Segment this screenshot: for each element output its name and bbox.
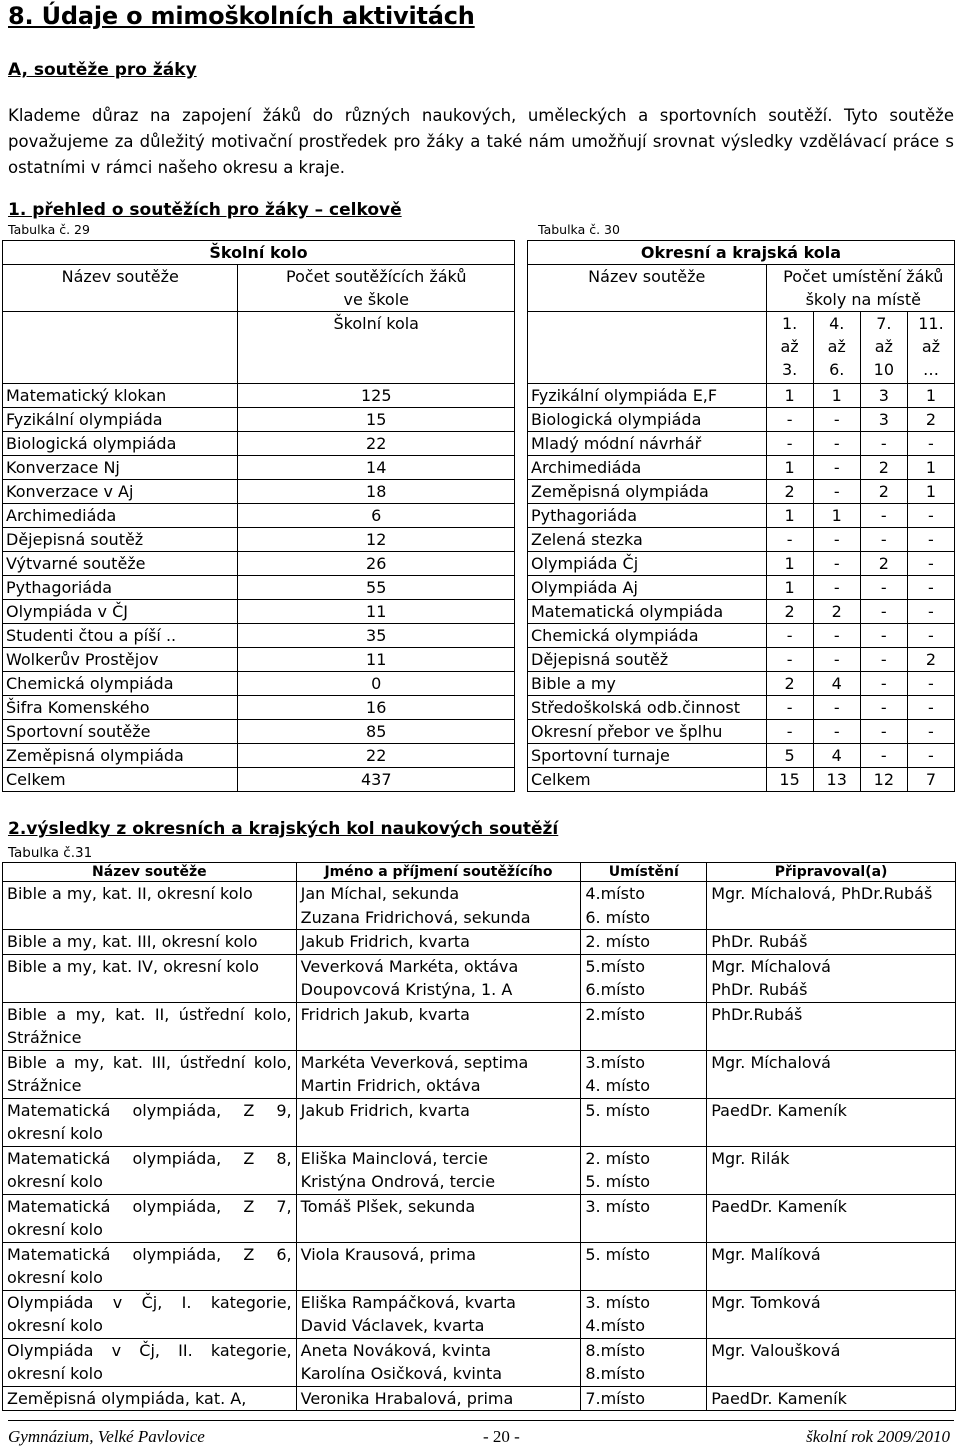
- placement-count: -: [813, 696, 860, 720]
- participant-count: 26: [238, 552, 515, 576]
- placement-count: 1: [766, 384, 813, 408]
- participant-count: 11: [238, 648, 515, 672]
- table-30-empty-cell: [528, 312, 767, 384]
- competition-name: Fyzikální olympiáda E,F: [528, 384, 767, 408]
- table-row: [3, 408, 515, 432]
- placement-count: -: [860, 696, 907, 720]
- student-names: Aneta Nováková, kvinta Karolína Osičková, kvinta: [296, 1338, 581, 1386]
- overview-heading: 1. přehled o soutěžích pro žáky – celkově: [8, 200, 402, 220]
- competition-name: Sportovní soutěže: [3, 720, 238, 744]
- school-round-table: [2, 240, 515, 792]
- placement-count: 13: [813, 768, 860, 792]
- competition-name: Matematická olympiáda: [528, 600, 767, 624]
- teacher: PaedDr. Kameník: [707, 1098, 956, 1146]
- competition-name: Matematická olympiáda, Z 8, okresní kolo: [3, 1146, 297, 1194]
- placement-count: -: [907, 600, 954, 624]
- table-31-header-row: [3, 863, 956, 882]
- teacher: PaedDr. Kameník: [707, 1194, 956, 1242]
- placement-count: -: [907, 528, 954, 552]
- table-row: [3, 384, 515, 408]
- placement-count: 2: [907, 408, 954, 432]
- placement-count: -: [907, 744, 954, 768]
- table-row: [3, 480, 515, 504]
- rank-range-header: 11. až …: [907, 312, 954, 384]
- table-30-col-name: Název soutěže: [528, 265, 767, 312]
- competition-name: Bible a my, kat. II, ústřední kolo, Strážnice: [3, 1002, 297, 1050]
- table-row: [3, 528, 515, 552]
- table-row: [528, 432, 955, 456]
- competition-name: Olympiáda v Čj, I. kategorie, okresní kolo: [3, 1290, 297, 1338]
- section-a-heading: A, soutěže pro žáky: [8, 60, 197, 80]
- competition-name: Pythagoriáda: [528, 504, 767, 528]
- table-row: [528, 720, 955, 744]
- table-29-col-name: Název soutěže: [3, 265, 238, 312]
- competition-name: Matematická olympiáda, Z 7, okresní kolo: [3, 1194, 297, 1242]
- placement-count: -: [907, 576, 954, 600]
- table-row: [3, 744, 515, 768]
- competition-name: Olympiáda Aj: [528, 576, 767, 600]
- student-names: Jakub Fridrich, kvarta: [296, 1098, 581, 1146]
- placement-count: -: [813, 624, 860, 648]
- placement-count: -: [813, 648, 860, 672]
- placement-count: 1: [766, 504, 813, 528]
- competition-name: Výtvarné soutěže: [3, 552, 238, 576]
- placement-count: 1: [766, 552, 813, 576]
- teacher: Mgr. Míchalová: [707, 1050, 956, 1098]
- placement: 5.místo 6.místo: [581, 954, 707, 1002]
- placement-count: -: [813, 432, 860, 456]
- student-names: Veverková Markéta, oktáva Doupovcová Kristýna, 1. A: [296, 954, 581, 1002]
- student-names: Eliška Rampáčková, kvarta David Václavek, kvarta: [296, 1290, 581, 1338]
- participant-count: 437: [238, 768, 515, 792]
- competition-name: Okresní přebor ve šplhu: [528, 720, 767, 744]
- table-row: [528, 408, 955, 432]
- placement-count: -: [860, 432, 907, 456]
- placement-count: -: [860, 576, 907, 600]
- student-names: Viola Krausová, prima: [296, 1242, 581, 1290]
- placement: 8.místo 8.místo: [581, 1338, 707, 1386]
- column-header: Umístění: [581, 863, 707, 882]
- column-header: Název soutěže: [3, 863, 297, 882]
- placement-count: -: [813, 480, 860, 504]
- student-names: Jan Míchal, sekunda Zuzana Fridrichová, sekunda: [296, 882, 581, 930]
- competition-name: Bible a my: [528, 672, 767, 696]
- placement-count: -: [907, 696, 954, 720]
- column-header: Připravoval(a): [707, 863, 956, 882]
- placement-count: -: [813, 576, 860, 600]
- rank-range-header: 4. až 6.: [813, 312, 860, 384]
- rank-range-header: 7. až 10: [860, 312, 907, 384]
- participant-count: 12: [238, 528, 515, 552]
- placement-count: -: [813, 552, 860, 576]
- competition-name: Olympiáda v Čj, II. kategorie, okresní kolo: [3, 1338, 297, 1386]
- participant-count: 14: [238, 456, 515, 480]
- placement-count: 4: [813, 744, 860, 768]
- student-names: Veronika Hrabalová, prima: [296, 1386, 581, 1411]
- competition-name: Olympiáda Čj: [528, 552, 767, 576]
- participant-count: 35: [238, 624, 515, 648]
- placement-count: -: [766, 624, 813, 648]
- participant-count: 16: [238, 696, 515, 720]
- placement-count: 1: [813, 384, 860, 408]
- table-row: [3, 456, 515, 480]
- page-heading: 8. Údaje o mimoškolních aktivitách: [8, 2, 475, 30]
- placement-count: -: [860, 744, 907, 768]
- competition-name: Archimediáda: [528, 456, 767, 480]
- competition-name: Bible a my, kat. IV, okresní kolo: [3, 954, 297, 1002]
- competition-name: Zeměpisná olympiáda: [528, 480, 767, 504]
- participant-count: 85: [238, 720, 515, 744]
- competition-name: Pythagoriáda: [3, 576, 238, 600]
- competition-name: Dějepisná soutěž: [3, 528, 238, 552]
- placement-count: -: [907, 624, 954, 648]
- district-round-table: [527, 240, 955, 792]
- teacher: Mgr. Tomková: [707, 1290, 956, 1338]
- table-row: [3, 552, 515, 576]
- placement-count: -: [860, 648, 907, 672]
- table-31-caption: Tabulka č.31: [8, 845, 93, 861]
- table-row: [3, 954, 956, 1002]
- table-row: [3, 882, 956, 930]
- table-row: [3, 576, 515, 600]
- table-row: [3, 648, 515, 672]
- teacher: PhDr. Rubáš: [707, 930, 956, 955]
- competition-name: Bible a my, kat. III, okresní kolo: [3, 930, 297, 955]
- competition-name: Studenti čtou a píší ..: [3, 624, 238, 648]
- competition-name: Matematická olympiáda, Z 9, okresní kolo: [3, 1098, 297, 1146]
- placement-count: 2: [907, 648, 954, 672]
- table-row: [528, 456, 955, 480]
- competition-name: Matematický klokan: [3, 384, 238, 408]
- placement-count: -: [766, 408, 813, 432]
- placement-count: 2: [813, 600, 860, 624]
- table-row: [3, 1050, 956, 1098]
- placement-count: 3: [860, 384, 907, 408]
- table-row: [3, 600, 515, 624]
- table-row: [528, 624, 955, 648]
- placement-count: -: [907, 720, 954, 744]
- competition-name: Matematická olympiáda, Z 6, okresní kolo: [3, 1242, 297, 1290]
- competition-name: Zeměpisná olympiáda, kat. A,: [3, 1386, 297, 1411]
- student-names: Markéta Veverková, septima Martin Fridrich, oktáva: [296, 1050, 581, 1098]
- placement-count: 1: [907, 456, 954, 480]
- teacher: Mgr. Malíková: [707, 1242, 956, 1290]
- participant-count: 15: [238, 408, 515, 432]
- placement-count: -: [860, 600, 907, 624]
- teacher: Mgr. Míchalová, PhDr.Rubáš: [707, 882, 956, 930]
- competition-name: Šifra Komenského: [3, 696, 238, 720]
- table-30-col-placements: Počet umístění žáků školy na místě: [766, 265, 954, 312]
- table-row: [3, 1194, 956, 1242]
- table-29-empty-cell: [3, 312, 238, 384]
- competition-name: Mladý módní návrhář: [528, 432, 767, 456]
- table-row: [528, 576, 955, 600]
- participant-count: 18: [238, 480, 515, 504]
- placement-count: 2: [860, 552, 907, 576]
- placement-count: -: [860, 720, 907, 744]
- competition-name: Bible a my, kat. II, okresní kolo: [3, 882, 297, 930]
- placement-count: -: [766, 648, 813, 672]
- placement: 7.místo: [581, 1386, 707, 1411]
- placement-count: -: [813, 720, 860, 744]
- table-row: [3, 672, 515, 696]
- competition-name: Celkem: [528, 768, 767, 792]
- placement-count: -: [860, 528, 907, 552]
- table-row: [3, 1290, 956, 1338]
- table-row: [528, 768, 955, 792]
- competition-name: Dějepisná soutěž: [528, 648, 767, 672]
- teacher: Mgr. Valoušková: [707, 1338, 956, 1386]
- placement-count: -: [860, 624, 907, 648]
- participant-count: 0: [238, 672, 515, 696]
- competition-name: Chemická olympiáda: [528, 624, 767, 648]
- table-row: [3, 1386, 956, 1411]
- placement-count: 15: [766, 768, 813, 792]
- competition-name: Zelená stezka: [528, 528, 767, 552]
- competition-name: Olympiáda v ČJ: [3, 600, 238, 624]
- participant-count: 22: [238, 432, 515, 456]
- participant-count: 55: [238, 576, 515, 600]
- placement-count: 2: [860, 480, 907, 504]
- table-row: [3, 624, 515, 648]
- table-row: [3, 930, 956, 955]
- column-header: Jméno a příjmení soutěžícího: [296, 863, 581, 882]
- competition-name: Biologická olympiáda: [528, 408, 767, 432]
- placement-count: -: [860, 672, 907, 696]
- placement-count: 1: [907, 480, 954, 504]
- placement-count: 2: [766, 672, 813, 696]
- competition-name: Sportovní turnaje: [528, 744, 767, 768]
- placement-count: 12: [860, 768, 907, 792]
- teacher: PhDr.Rubáš: [707, 1002, 956, 1050]
- table-29-caption: Tabulka č. 29: [8, 222, 90, 237]
- table-30-title: Okresní a krajská kola: [528, 241, 955, 265]
- competition-name: Chemická olympiáda: [3, 672, 238, 696]
- placement-count: 1: [766, 576, 813, 600]
- placement-count: 7: [907, 768, 954, 792]
- student-names: Tomáš Plšek, sekunda: [296, 1194, 581, 1242]
- table-29-title: Školní kolo: [3, 241, 515, 265]
- participant-count: 22: [238, 744, 515, 768]
- table-row: [3, 1338, 956, 1386]
- student-names: Fridrich Jakub, kvarta: [296, 1002, 581, 1050]
- competition-name: Biologická olympiáda: [3, 432, 238, 456]
- placement-count: 1: [766, 456, 813, 480]
- footer-school-year: školní rok 2009/2010: [806, 1427, 950, 1446]
- table-row: [528, 600, 955, 624]
- table-row: [528, 552, 955, 576]
- placement: 3.místo 4. místo: [581, 1050, 707, 1098]
- placement-count: 2: [766, 480, 813, 504]
- table-30-caption: Tabulka č. 30: [538, 222, 620, 237]
- competition-name: Konverzace v Aj: [3, 480, 238, 504]
- table-row: [3, 432, 515, 456]
- results-heading: 2.výsledky z okresních a krajských kol naukových soutěží: [8, 819, 559, 839]
- participant-count: 125: [238, 384, 515, 408]
- placement: 2. místo 5. místo: [581, 1146, 707, 1194]
- footer-page-number: - 20 -: [483, 1427, 520, 1446]
- student-names: Eliška Mainclová, tercie Kristýna Ondrová, tercie: [296, 1146, 581, 1194]
- table-row: [528, 744, 955, 768]
- placement-count: -: [813, 528, 860, 552]
- placement-count: -: [813, 456, 860, 480]
- table-row: [3, 1146, 956, 1194]
- placement-count: 1: [907, 384, 954, 408]
- table-29-col-count: Počet soutěžících žáků ve škole: [238, 265, 515, 312]
- placement-count: -: [907, 552, 954, 576]
- table-row: [528, 528, 955, 552]
- placement: 5. místo: [581, 1242, 707, 1290]
- competition-name: Konverzace Nj: [3, 456, 238, 480]
- table-row: [3, 768, 515, 792]
- placement-count: -: [907, 504, 954, 528]
- teacher: Mgr. Rilák: [707, 1146, 956, 1194]
- table-row: [528, 696, 955, 720]
- competition-name: Bible a my, kat. III, ústřední kolo, Strážnice: [3, 1050, 297, 1098]
- student-names: Jakub Fridrich, kvarta: [296, 930, 581, 955]
- placement: 2. místo: [581, 930, 707, 955]
- placement: 4.místo 6. místo: [581, 882, 707, 930]
- placement-count: -: [813, 408, 860, 432]
- footer-school: Gymnázium, Velké Pavlovice: [8, 1427, 205, 1446]
- table-row: [3, 1242, 956, 1290]
- placement-count: 2: [860, 456, 907, 480]
- placement: 5. místo: [581, 1098, 707, 1146]
- table-row: [528, 480, 955, 504]
- competition-name: Zeměpisná olympiáda: [3, 744, 238, 768]
- placement-count: -: [766, 528, 813, 552]
- table-row: [3, 504, 515, 528]
- competition-name: Archimediáda: [3, 504, 238, 528]
- placement-count: -: [766, 432, 813, 456]
- placement-count: 1: [813, 504, 860, 528]
- teacher: Mgr. Míchalová PhDr. Rubáš: [707, 954, 956, 1002]
- table-row: [528, 648, 955, 672]
- teacher: PaedDr. Kameník: [707, 1386, 956, 1411]
- table-29-subhead: Školní kola: [238, 312, 515, 384]
- placement-count: -: [907, 672, 954, 696]
- competition-name: Fyzikální olympiáda: [3, 408, 238, 432]
- table-row: [3, 720, 515, 744]
- placement-count: -: [907, 432, 954, 456]
- rank-range-header: 1. až 3.: [766, 312, 813, 384]
- competition-name: Středoškolská odb.činnost: [528, 696, 767, 720]
- competition-name: Wolkerův Prostějov: [3, 648, 238, 672]
- competition-name: Celkem: [3, 768, 238, 792]
- table-row: [3, 1098, 956, 1146]
- placement-count: 2: [766, 600, 813, 624]
- table-row: [528, 384, 955, 408]
- intro-paragraph: Klademe důraz na zapojení žáků do různých naukových, uměleckých a sportovních soutěží. Tyto soutěže považujeme za důležitý motivační prostředek pro žáky a také nám umožňují srovnat výsledky vzdělávací práce s ostatními v rámci našeho okresu a kraje.: [8, 106, 954, 177]
- placement-count: -: [766, 720, 813, 744]
- placement-count: 3: [860, 408, 907, 432]
- participant-count: 11: [238, 600, 515, 624]
- table-row: [3, 1002, 956, 1050]
- placement: 2.místo: [581, 1002, 707, 1050]
- placement-count: -: [860, 504, 907, 528]
- placement-count: 4: [813, 672, 860, 696]
- placement: 3. místo 4.místo: [581, 1290, 707, 1338]
- placement: 3. místo: [581, 1194, 707, 1242]
- table-row: [528, 672, 955, 696]
- participant-count: 6: [238, 504, 515, 528]
- page-footer: [8, 1420, 954, 1446]
- results-table: [2, 862, 956, 1411]
- table-row: [528, 504, 955, 528]
- placement-count: 5: [766, 744, 813, 768]
- placement-count: -: [766, 696, 813, 720]
- table-row: [3, 696, 515, 720]
